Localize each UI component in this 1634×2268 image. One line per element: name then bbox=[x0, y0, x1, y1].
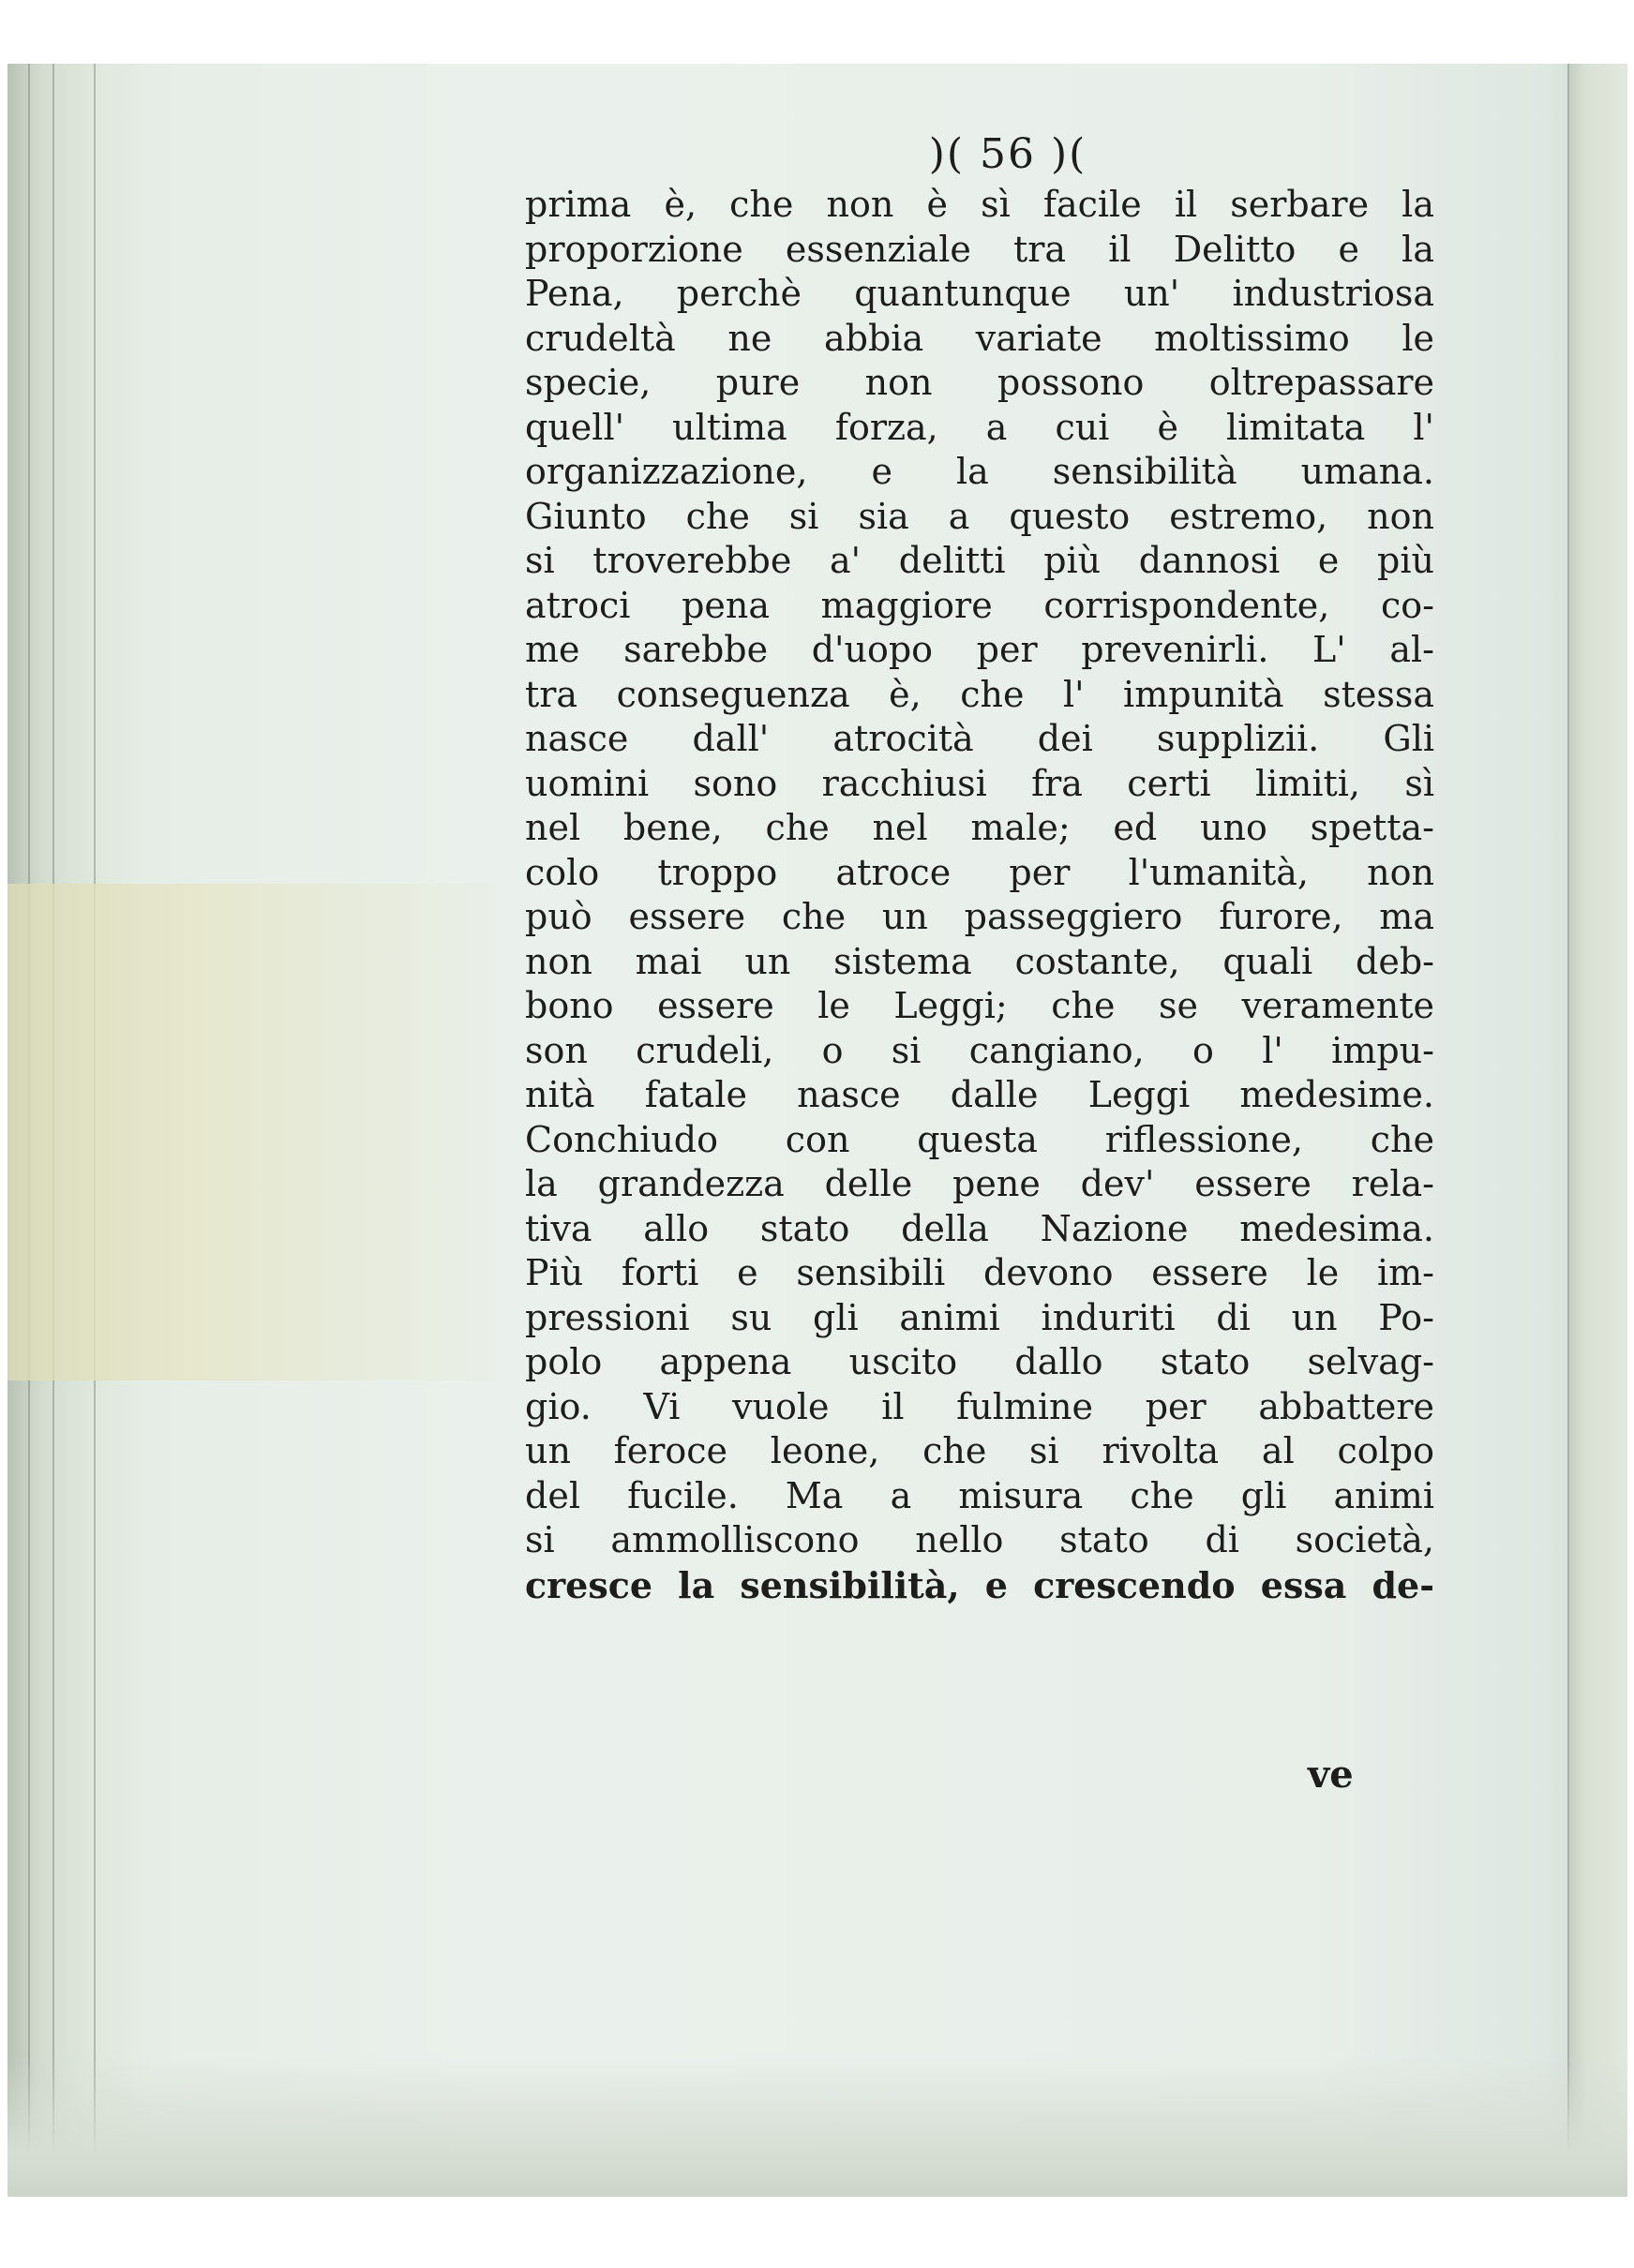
text-line: Giunto che si sia a questo estremo, non bbox=[525, 495, 1434, 537]
text-line: tiva allo stato della Nazione medesima. bbox=[525, 1207, 1434, 1249]
text-line: cresce la sensibilità, e crescendo essa de- bbox=[525, 1563, 1434, 1606]
text-line: un feroce leone, che si rivolta al colpo bbox=[525, 1430, 1434, 1471]
text-line: son crudeli, o si cangiano, o l' impu- bbox=[525, 1029, 1434, 1071]
page-bottom-shadow bbox=[7, 2056, 1627, 2197]
text-lines bbox=[525, 183, 1434, 1607]
text-line: bono essere le Leggi; che se veramente bbox=[525, 985, 1434, 1026]
text-line: nel bene, che nel male; ed uno spetta- bbox=[525, 807, 1434, 848]
text-line: organizzazione, e la sensibilità umana. bbox=[525, 451, 1434, 492]
text-line: può essere che un passeggiero furore, ma bbox=[525, 896, 1434, 937]
text-line: gio. Vi vuole il fulmine per abbattere bbox=[525, 1385, 1434, 1427]
text-line: specie, pure non possono oltrepassare bbox=[525, 362, 1434, 403]
text-line: nità fatale nasce dalle Leggi medesime. bbox=[525, 1074, 1434, 1115]
text-line: si troverebbe a' delitti più dannosi e più bbox=[525, 540, 1434, 581]
text-line: si ammolliscono nello stato di società, bbox=[525, 1519, 1434, 1560]
text-line: non mai un sistema costante, quali deb- bbox=[525, 940, 1434, 982]
text-line: nasce dall' atrocità dei supplizii. Gli bbox=[525, 718, 1434, 759]
text-line: Conchiudo con questa riflessione, che bbox=[525, 1118, 1434, 1160]
right-page-edge bbox=[1567, 64, 1627, 2197]
text-line: proporzione essenziale tra il Delitto e la bbox=[525, 228, 1434, 270]
text-line: colo troppo atroce per l'umanità, non bbox=[525, 851, 1434, 893]
text-line: atroci pena maggiore corrispondente, co- bbox=[525, 584, 1434, 626]
page-number-header: )( 56 )( bbox=[928, 130, 1087, 178]
text-line: Pena, perchè quantunque un' industriosa bbox=[525, 273, 1434, 314]
text-line: del fucile. Ma a misura che gli animi bbox=[525, 1474, 1434, 1516]
paper-stain bbox=[7, 884, 495, 1380]
text-line: pressioni su gli animi induriti di un Po- bbox=[525, 1296, 1434, 1338]
text-line: tra conseguenza è, che l' impunità stessa bbox=[525, 673, 1434, 715]
text-line: Più forti e sensibili devono essere le im- bbox=[525, 1252, 1434, 1293]
text-line: quell' ultima forza, a cui è limitata l' bbox=[525, 406, 1434, 448]
page-text bbox=[525, 127, 1434, 1607]
text-line: crudeltà ne abbia variate moltissimo le bbox=[525, 317, 1434, 359]
catchword: ve bbox=[1308, 1753, 1354, 1797]
text-line: la grandezza delle pene dev' essere rela- bbox=[525, 1163, 1434, 1204]
text-line: polo appena uscito dallo stato selvag- bbox=[525, 1341, 1434, 1382]
text-line: prima è, che non è sì facile il serbare la bbox=[525, 184, 1434, 225]
text-line: uomini sono racchiusi fra certi limiti, sì bbox=[525, 762, 1434, 804]
text-line: me sarebbe d'uopo per prevenirli. L' al- bbox=[525, 629, 1434, 670]
